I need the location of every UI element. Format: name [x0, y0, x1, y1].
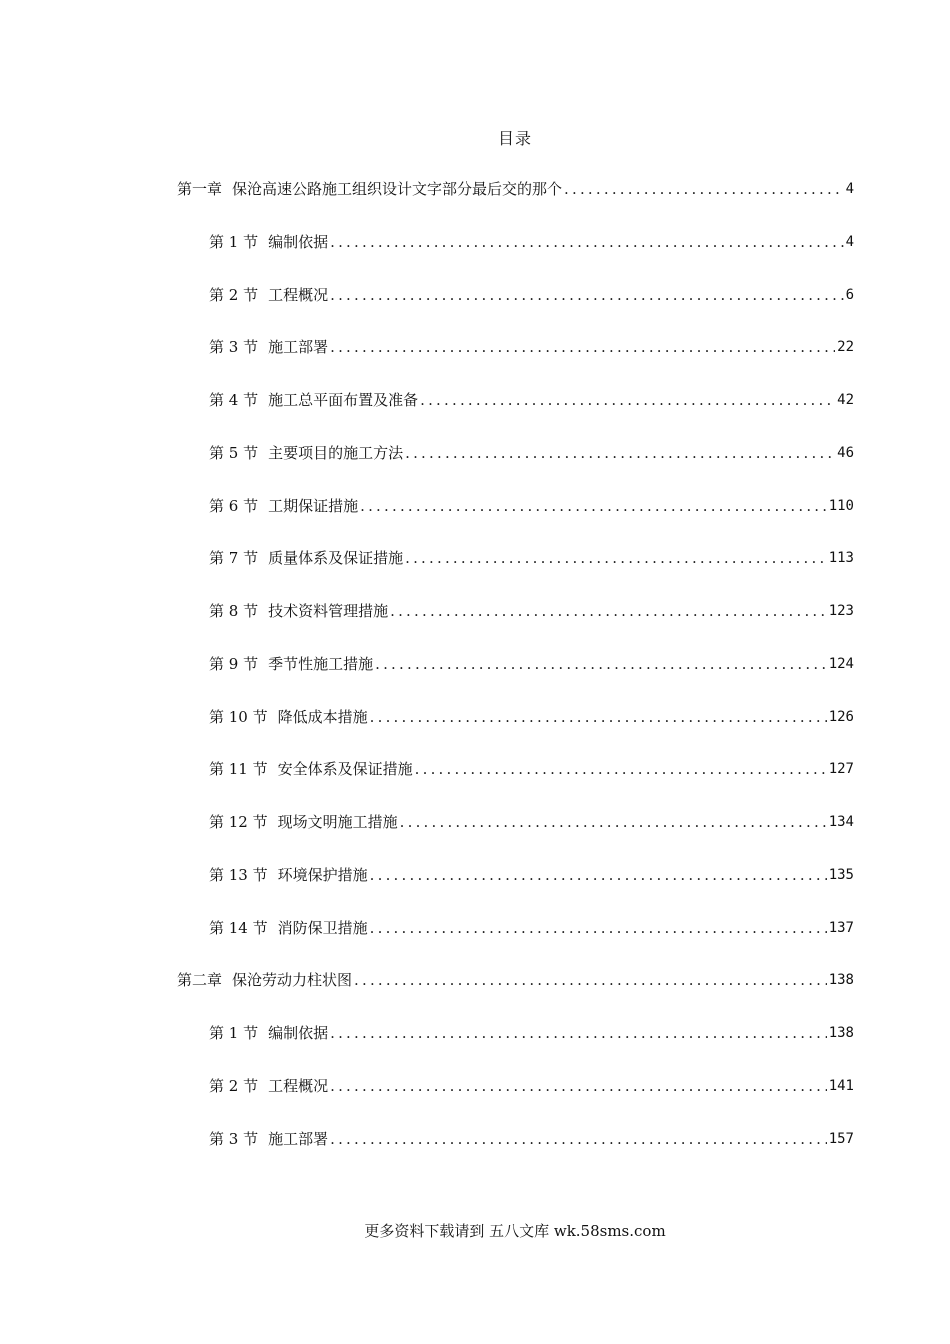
dot-leader — [370, 702, 827, 732]
toc-entry-title: 技术资料管理措施 — [268, 602, 389, 620]
toc-page-number: 4 — [845, 233, 854, 250]
dot-leader — [420, 385, 835, 415]
toc-entry-number: 第 1 节 — [209, 1024, 259, 1042]
toc-entry-label — [209, 227, 328, 257]
table-of-contents — [0, 174, 950, 1176]
toc-entry-title: 现场文明施工措施 — [277, 813, 398, 831]
toc-entry-title: 季节性施工措施 — [268, 654, 374, 673]
toc-page-number: 141 — [828, 1077, 854, 1094]
toc-entry-title: 保沧劳动力柱状图 — [232, 971, 353, 990]
toc-entry-number: 第 13 节 — [209, 865, 268, 884]
toc-entry-number: 第 9 节 — [209, 654, 259, 673]
toc-entry-title: 施工部署 — [268, 1129, 329, 1148]
toc-page-number: 134 — [828, 814, 854, 830]
toc-entry-number: 第 6 节 — [209, 496, 259, 515]
dot-leader — [564, 174, 844, 204]
toc-entry-label — [209, 543, 403, 573]
toc-entry-title: 降低成本措施 — [277, 707, 368, 726]
toc-page-number: 123 — [828, 603, 854, 619]
toc-section-entry[interactable] — [0, 649, 950, 702]
dot-leader — [370, 913, 827, 943]
toc-entry-number: 第 3 节 — [209, 1129, 259, 1148]
toc-entry-label — [209, 860, 368, 890]
toc-page-number: 42 — [837, 392, 854, 408]
toc-section-entry[interactable] — [0, 385, 950, 438]
toc-entry-title: 保沧高速公路施工组织设计文字部分最后交的那个 — [232, 180, 563, 198]
toc-entry-number: 第 2 节 — [209, 285, 259, 304]
toc-page-number: 22 — [837, 339, 854, 356]
dot-leader — [390, 596, 827, 626]
toc-section-entry[interactable] — [0, 860, 950, 913]
toc-page-number: 157 — [828, 1130, 854, 1147]
toc-section-entry[interactable] — [0, 596, 950, 649]
toc-entry-label — [209, 913, 368, 943]
toc-title: 目录 — [497, 129, 532, 148]
dot-leader — [400, 807, 827, 837]
toc-entry-label — [209, 1018, 328, 1048]
dot-leader — [375, 649, 827, 679]
toc-entry-title: 编制依据 — [268, 232, 329, 251]
toc-entry-number: 第 2 节 — [209, 1076, 259, 1095]
toc-entry-label — [209, 332, 328, 362]
toc-entry-title: 工程概况 — [268, 1076, 329, 1095]
toc-page-number: 46 — [837, 444, 854, 461]
toc-section-entry[interactable] — [0, 913, 950, 966]
toc-section-entry[interactable] — [0, 543, 950, 596]
toc-entry-label — [177, 174, 562, 204]
dot-leader — [330, 1071, 827, 1101]
toc-page-number: 6 — [845, 286, 854, 303]
toc-entry-number: 第 12 节 — [209, 813, 268, 831]
toc-section-entry[interactable] — [0, 1124, 950, 1177]
toc-entry-number: 第 5 节 — [209, 443, 259, 462]
toc-entry-number: 第 11 节 — [209, 760, 268, 779]
toc-page-number: 127 — [828, 761, 854, 778]
toc-section-entry[interactable] — [0, 702, 950, 755]
toc-entry-label — [209, 438, 403, 468]
toc-page-number: 137 — [828, 919, 854, 936]
toc-section-entry[interactable] — [0, 280, 950, 333]
toc-entry-title: 质量体系及保证措施 — [268, 549, 404, 568]
toc-entry-number: 第 10 节 — [209, 707, 268, 726]
toc-entry-number: 第 14 节 — [209, 918, 268, 937]
toc-entry-title: 施工部署 — [268, 338, 329, 357]
dot-leader — [330, 332, 835, 362]
toc-entry-label — [209, 491, 358, 521]
toc-entry-label — [209, 280, 328, 310]
toc-section-entry[interactable] — [0, 1018, 950, 1071]
toc-chapter-entry[interactable] — [0, 174, 950, 227]
toc-section-entry[interactable] — [0, 227, 950, 280]
dot-leader — [330, 1124, 827, 1154]
toc-entry-number: 第 7 节 — [209, 549, 259, 568]
toc-entry-title: 工程概况 — [268, 285, 329, 304]
dot-leader — [330, 280, 843, 310]
toc-entry-number: 第 4 节 — [209, 391, 259, 409]
toc-page-number: 110 — [828, 497, 854, 514]
dot-leader — [330, 227, 843, 257]
toc-entry-label — [209, 596, 388, 626]
toc-section-entry[interactable] — [0, 491, 950, 544]
toc-entry-title: 环境保护措施 — [277, 865, 368, 884]
footer-note: 更多资料下载请到 五八文库 wk.58sms.com — [364, 1222, 666, 1240]
toc-entry-label — [209, 649, 373, 679]
toc-entry-label — [209, 754, 413, 784]
toc-page-number: 4 — [845, 181, 854, 197]
toc-section-entry[interactable] — [0, 332, 950, 385]
toc-page-number: 113 — [828, 550, 854, 567]
toc-section-entry[interactable] — [0, 438, 950, 491]
toc-page-number: 124 — [828, 655, 854, 672]
dot-leader — [405, 543, 827, 573]
dot-leader — [360, 491, 827, 521]
toc-entry-number: 第 3 节 — [209, 338, 259, 357]
dot-leader — [405, 438, 835, 468]
toc-page-number: 138 — [828, 972, 854, 989]
toc-entry-number: 第一章 — [177, 180, 223, 198]
toc-entry-label — [209, 702, 368, 732]
toc-entry-label — [209, 385, 418, 415]
toc-entry-label — [177, 965, 352, 995]
dot-leader — [354, 965, 827, 995]
toc-page-number: 138 — [828, 1025, 854, 1041]
toc-chapter-entry[interactable] — [0, 965, 950, 1018]
toc-page-number: 135 — [828, 866, 854, 883]
toc-entry-title: 编制依据 — [268, 1024, 329, 1042]
toc-entry-label — [209, 807, 398, 837]
toc-entry-label — [209, 1124, 328, 1154]
toc-entry-number: 第 1 节 — [209, 232, 259, 251]
toc-entry-number: 第 8 节 — [209, 602, 259, 620]
toc-entry-number: 第二章 — [177, 971, 223, 990]
toc-section-entry[interactable] — [0, 754, 950, 807]
toc-entry-title: 施工总平面布置及准备 — [268, 391, 419, 409]
toc-entry-title: 消防保卫措施 — [277, 918, 368, 937]
toc-section-entry[interactable] — [0, 807, 950, 860]
toc-page-number: 126 — [828, 708, 854, 725]
toc-entry-title: 工期保证措施 — [268, 496, 359, 515]
toc-entry-label — [209, 1071, 328, 1101]
toc-section-entry[interactable] — [0, 1071, 950, 1124]
toc-entry-title: 主要项目的施工方法 — [268, 443, 404, 462]
dot-leader — [370, 860, 827, 890]
toc-entry-title: 安全体系及保证措施 — [277, 760, 413, 779]
dot-leader — [415, 754, 827, 784]
dot-leader — [330, 1018, 827, 1048]
